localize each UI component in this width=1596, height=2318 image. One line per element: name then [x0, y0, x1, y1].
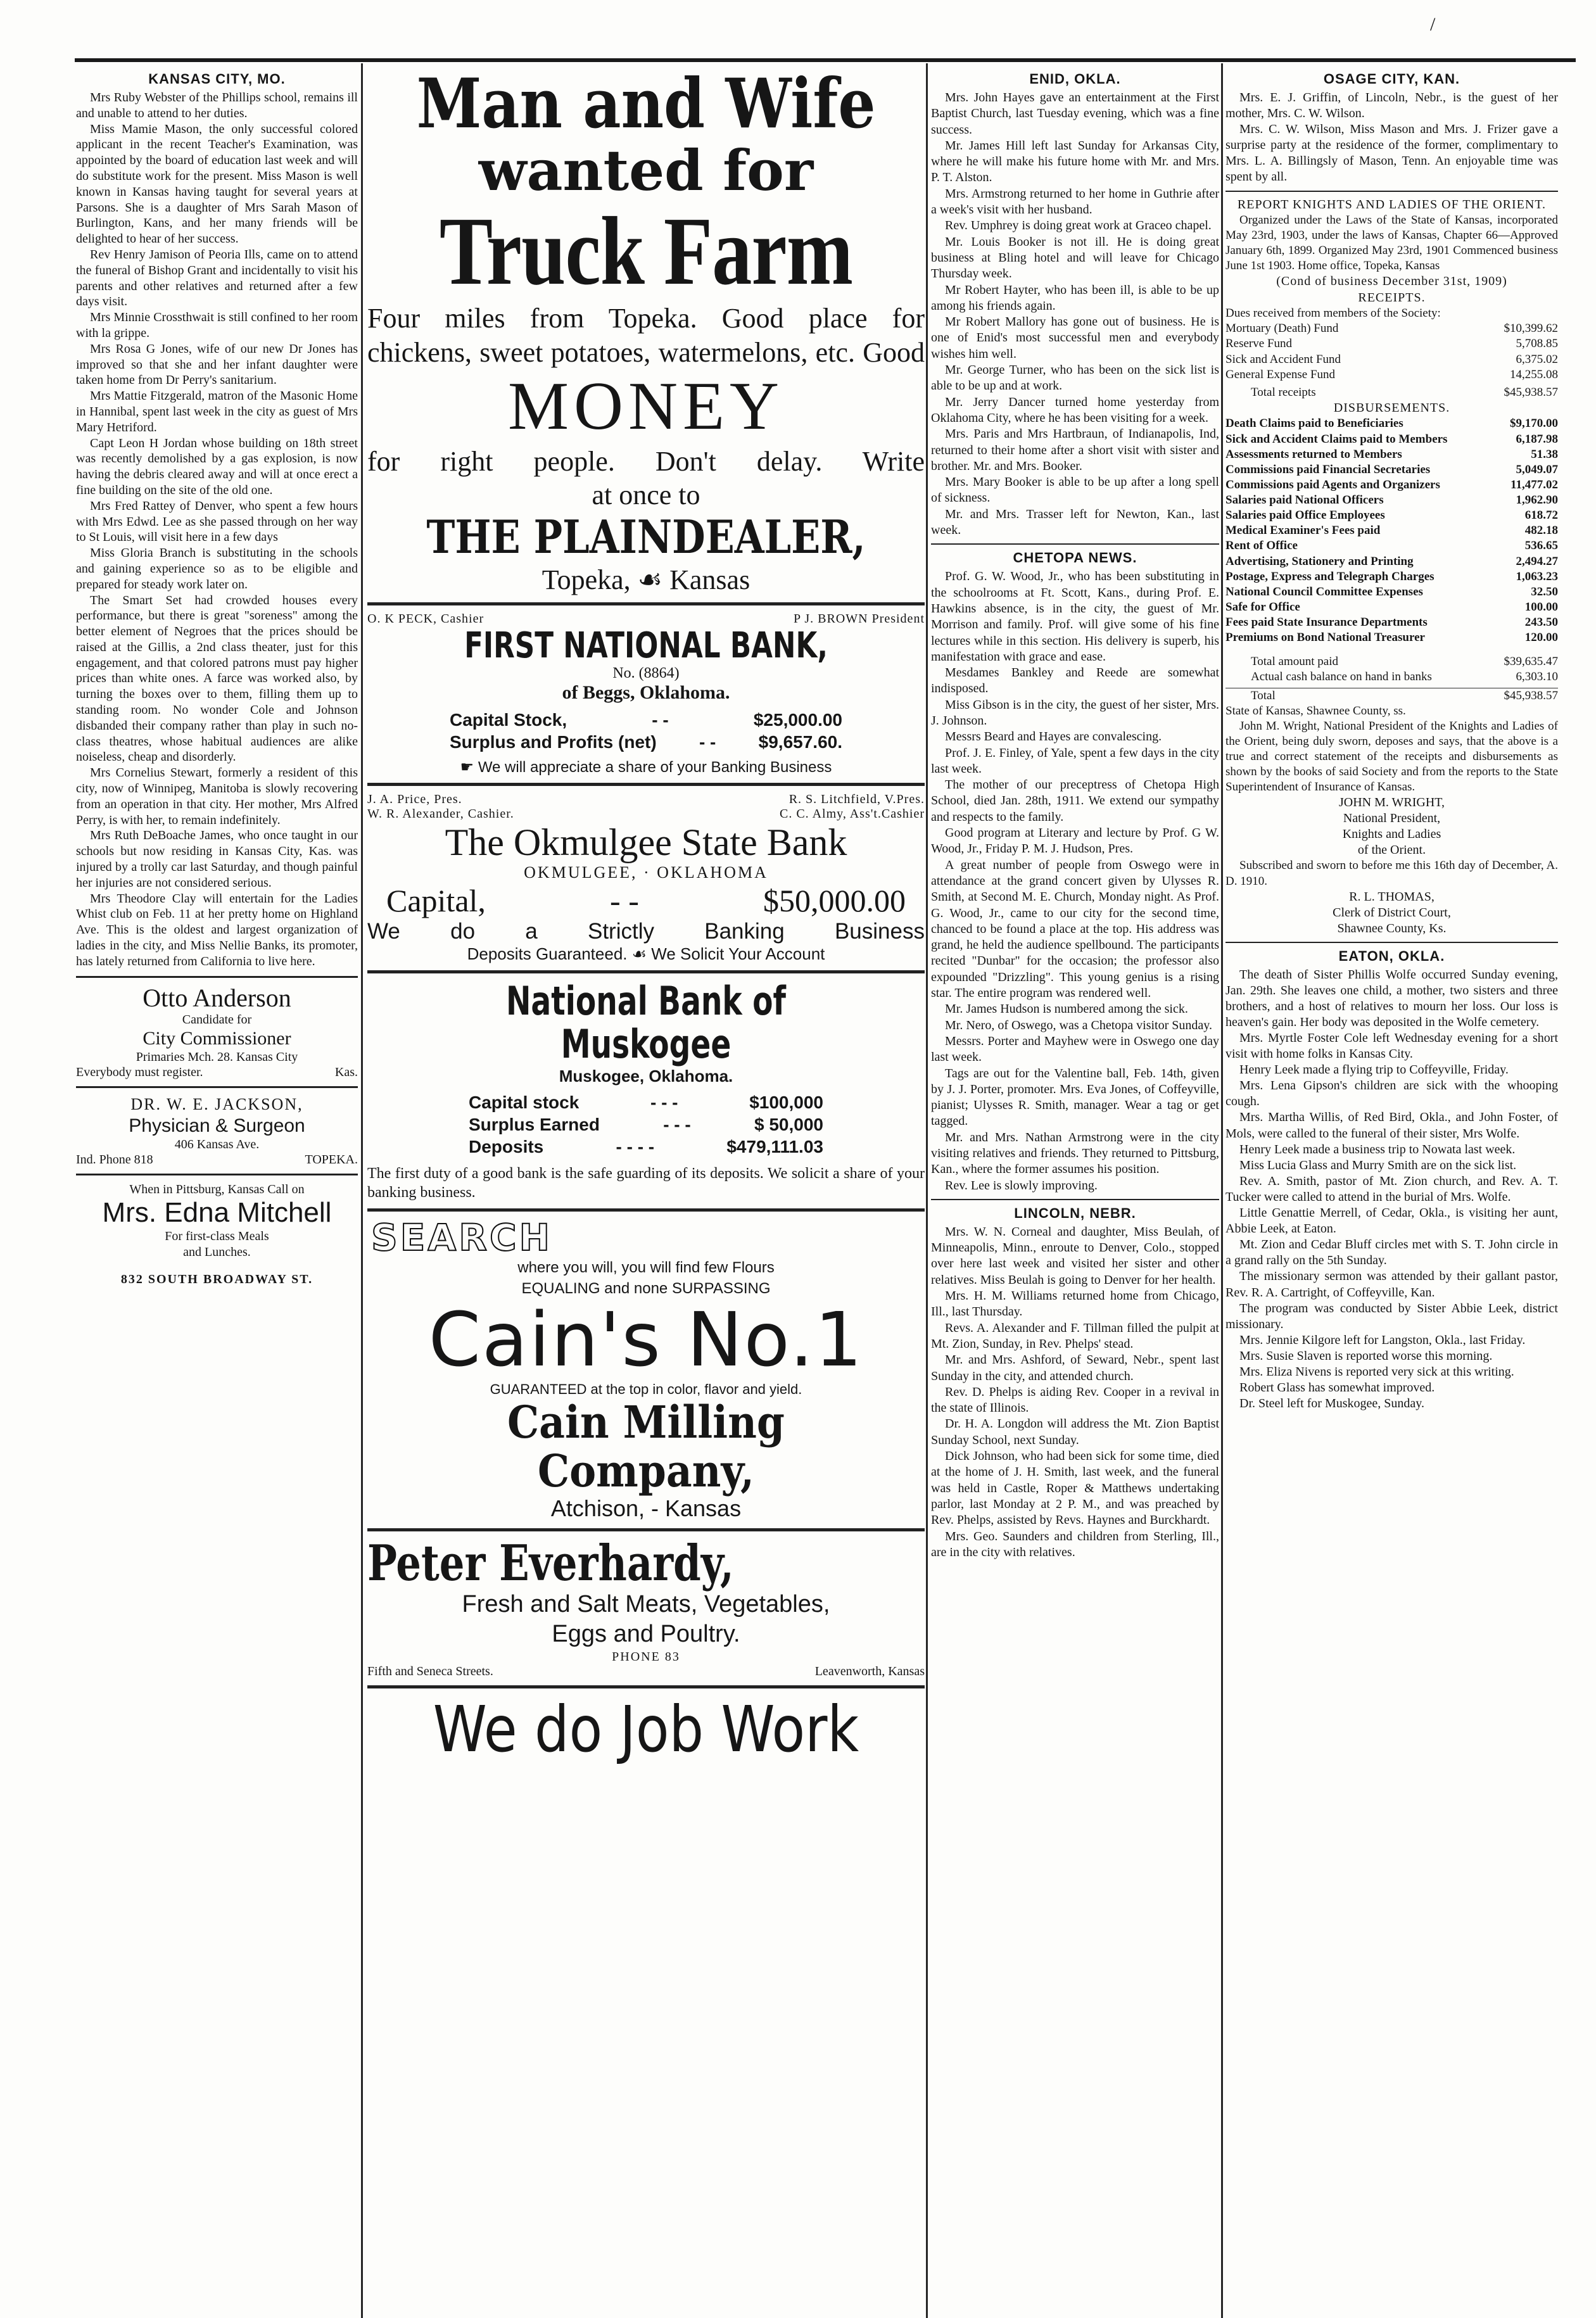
disbursement-row-value: 120.00 — [1524, 631, 1558, 645]
bank-vice-president: R. S. Litchfield, V.Pres. — [788, 792, 925, 807]
ad-peter-city: Leavenworth, Kansas — [814, 1664, 925, 1678]
news-item: Mrs. Susie Slaven is reported worse this morning. — [1239, 1348, 1493, 1363]
slogan-word: Banking — [704, 919, 785, 944]
column-rule-3 — [1221, 63, 1223, 2318]
divider — [367, 783, 925, 786]
ad-truck-title: Truck Farm — [439, 197, 853, 305]
divider — [1226, 191, 1558, 192]
column-rule-2 — [926, 63, 928, 2318]
column-rule-1 — [361, 63, 363, 2318]
news-item: Rev. A. Smith, pastor of Mt. Zion church, and Rev. A. T. Tucker were called to attend in the burial of Mrs. Wolfe. — [1226, 1174, 1558, 1204]
disbursement-row-value: 618.72 — [1524, 509, 1558, 522]
ad-otto-anderson — [76, 984, 358, 1080]
ad-peter-phone: PHONE 83 — [612, 1649, 680, 1664]
ad-dr-jackson — [76, 1094, 358, 1167]
news-item: Mr. Jerry Dancer turned home yesterday from Oklahoma City, where he has been visiting for a week. — [931, 395, 1219, 425]
dateline-enid: ENID, OKLA. — [1029, 71, 1121, 87]
ad-jackson-name: DR. W. E. JACKSON, — [130, 1095, 303, 1114]
divider — [76, 1086, 358, 1088]
dateline-eaton: EATON, OKLA. — [1338, 947, 1445, 964]
news-item: Miss Gloria Branch is substituting in the schools and gaining experience so as to be eligible and prepared for steady work later on. — [76, 546, 358, 592]
bank-cashier: W. R. Alexander, Cashier. — [367, 807, 514, 821]
news-item: Prof. G. W. Wood, Jr., who has been substituting in the schoolrooms at Ft. Scott, Kans., during Prof. E. Hawkins absence, is in the city, the guest of Mr. Morrison and family. Prof. will give some of his fine lectures while in this section. His delivery is superb, his manifestation with grace and ease. — [931, 569, 1219, 664]
ad-cains-flour — [367, 1215, 925, 1522]
balance-label: Actual cash balance on hand in banks — [1251, 670, 1432, 684]
disbursement-row-label: Commissions paid Agents and Organizers — [1226, 478, 1440, 491]
ad-mitchell-line: 832 SOUTH BROADWAY ST. — [120, 1272, 314, 1286]
news-item: The Smart Set had crowded houses every performance, but there is great "soreness" among the better element of Negroes that the prices should be raised at the Gillis, a 2nd class theater, just for this engagement, and that colored patrons must pay higher prices than white ones. A farce was worked also, by turning the boxes over to them, filling them up to standing room. No wonder Cole and Johnson disbanded their company rather than play in such no-class theatres, whose habitual audiences are alike noiseless, cheap and disorderly. — [76, 593, 358, 764]
news-item: The mother of our preceptress of Chetopa High School, died Jan. 28th, 1911. We extend our sympathy and respects to the family. — [931, 778, 1219, 824]
ad-jackson-title: Physician & Surgeon — [129, 1115, 305, 1136]
news-item: Revs. A. Alexander and F. Tillman filled the pulpit at Mt. Zion, Sunday, in Rev. Phelps' stead. — [931, 1320, 1219, 1351]
receipts-table — [1226, 321, 1558, 383]
divider — [931, 1199, 1219, 1200]
divider — [931, 543, 1219, 545]
receipt-row — [1226, 321, 1558, 336]
news-item: Mr. James Hudson is numbered among the sick. — [945, 1002, 1188, 1016]
news-item: The program was conducted by Sister Abbie Leek, district missionary. — [1226, 1301, 1558, 1331]
leader-dots: - - - - — [616, 1136, 655, 1156]
disbursement-row — [1226, 600, 1558, 615]
receipt-row-label: Mortuary (Death) Fund — [1226, 322, 1339, 336]
slogan-word: Business — [834, 919, 925, 944]
ad-job-work: We do Job Work — [433, 1692, 859, 1766]
disbursement-row — [1226, 615, 1558, 630]
ad-cain-company: Cain Milling Company, — [507, 1395, 785, 1497]
clerk-line: Clerk of District Court, — [1333, 905, 1451, 920]
divider — [76, 976, 358, 978]
ad-peter-line: Eggs and Poultry. — [552, 1621, 740, 1648]
ad-truck-body3: at once to — [592, 479, 700, 510]
top-rule — [75, 58, 1576, 62]
disbursement-row-value: 536.65 — [1524, 539, 1558, 553]
news-item: The missionary sermon was attended by their gallant pastor, Rev. R. A. Cartright, of Coffeyville, Kan. — [1226, 1269, 1558, 1300]
ad-cain-line: EQUALING and none SURPASSING — [521, 1279, 771, 1297]
capital-value: $25,000.00 — [753, 710, 842, 730]
ad-truck-body2: for right people. Don't delay. Write — [367, 446, 925, 478]
news-item: Mr Robert Mallory has gone out of business. He is one of Enid's most successful men and everybody wishes him well. — [931, 315, 1219, 361]
enid-news — [931, 90, 1219, 538]
disbursement-row-value: 6,187.98 — [1516, 432, 1558, 446]
news-item: Mr. and Mrs. Ashford, of Seward, Nebr., spent last Sunday in the city, and attended church. — [931, 1353, 1219, 1383]
column-enid-chetopa-lincoln — [931, 68, 1219, 2314]
figure-label: Capital stock — [469, 1092, 580, 1112]
receipt-row — [1226, 367, 1558, 383]
news-item: Mrs Ruth DeBoache James, who once taught in our schools but now residing in Kansas City, Kas. was injured by a trolly car last Saturday, and though painful her injuries are not considered serious. — [76, 828, 358, 890]
ad-national-bank-muskogee — [367, 980, 925, 1201]
news-item: Mrs. C. W. Wilson, Miss Mason and Mrs. J. Frizer gave a surprise party at the residence of the former, complimentary to Mrs. L. A. Billingsly of Mason, Tenn. An enjoyable time was spent by all. — [1226, 122, 1558, 184]
news-item: Little Genattie Merrell, of Cedar, Okla., is visiting her aunt, Abbie Leek, at Eaton. — [1226, 1206, 1558, 1236]
news-item: Mrs Minnie Crossthwait is still confined to her room with la grippe. — [76, 310, 358, 340]
news-item: Mrs. Myrtle Foster Cole left Wednesday evening for a short visit with home folks in Kansas City. — [1226, 1031, 1558, 1061]
disbursement-row-label: Medical Examiner's Fees paid — [1226, 524, 1381, 538]
figure-label: Surplus Earned — [469, 1114, 600, 1134]
ad-edna-mitchell — [76, 1182, 358, 1287]
bank-name: FIRST NATIONAL BANK, — [464, 624, 828, 666]
leader-dots: - - — [610, 883, 639, 919]
divider — [1226, 942, 1558, 943]
balance-value: 6,303.10 — [1516, 670, 1558, 684]
receipt-row-value: 5,708.85 — [1516, 337, 1558, 351]
news-item: Mrs Rosa G Jones, wife of our new Dr Jones has improved so that she and her infant daughter were taken home from Dr Perry's sanitarium. — [76, 341, 358, 388]
ad-mitchell-line: For first-class Meals — [165, 1229, 269, 1243]
disbursement-row-value: 100.00 — [1524, 600, 1558, 614]
ad-jackson-addr: 406 Kansas Ave. — [174, 1137, 260, 1152]
ad-cain-guarantee: GUARANTEED at the top in color, flavor and yield. — [490, 1381, 802, 1397]
disbursement-row-value: 1,962.90 — [1516, 493, 1558, 507]
osage-news — [1226, 90, 1558, 186]
bank-president: J. A. Price, Pres. — [367, 792, 462, 807]
clerk-line: R. L. THOMAS, — [1349, 889, 1434, 904]
receipt-row — [1226, 336, 1558, 352]
news-item: Capt Leon H Jordan whose building on 18th street was recently demolished by a gas explosion, is now having the debris cleared away and will at once erect a fine building on the site of the old one. — [76, 436, 358, 497]
disbursement-row-value: 11,477.02 — [1510, 478, 1558, 491]
news-item: Miss Lucia Glass and Murry Smith are on the sick list. — [1239, 1158, 1517, 1172]
disbursement-row — [1226, 447, 1558, 462]
news-item: Henry Leek made a flying trip to Coffeyville, Friday. — [1239, 1063, 1509, 1077]
leader-dots: - - — [652, 710, 669, 730]
news-item: Mrs Theodore Clay will entertain for the Ladies Whist club on Feb. 11 at her pretty home on Highland Ave. This is the oldest and largest organization of ladies in the city, and Miss Nellie Banks, its promoter, has lately returned from California to live here. — [76, 891, 358, 968]
signature-block — [1226, 795, 1558, 858]
news-item: Mrs. W. N. Corneal and daughter, Miss Beulah, of Minneapolis, Minn., enroute to Denver, Colo., stopped over here last week and visited her sister and other relatives. Miss Beulah is going to Denver for her health. — [931, 1224, 1219, 1287]
news-item: Rev. D. Phelps is aiding Rev. Cooper in a revival in the state of Illinois. — [931, 1384, 1219, 1416]
ad-cain-product: Cain's No.1 — [428, 1296, 864, 1384]
ad-jackson-city: TOPEKA. — [305, 1153, 358, 1167]
disbursement-row-label: Rent of Office — [1226, 539, 1298, 553]
news-item: Mrs. John Hayes gave an entertainment at the First Baptist Church, last Tuesday evening, which was a fine success. — [931, 91, 1219, 137]
receipt-row-label: Sick and Accident Fund — [1226, 352, 1341, 366]
report-condition: (Cond of business December 31st, 1909) — [1276, 274, 1507, 289]
news-item: Rev Henry Jamison of Peoria Ills, came on to attend the funeral of Bishop Grant and incidentally to visit his parents and other relatives and returned after a few days visit. — [76, 247, 358, 309]
surplus-label: Surplus and Profits (net) — [450, 732, 657, 752]
slogan-word: a — [525, 919, 538, 944]
disbursement-row — [1226, 523, 1558, 538]
capital-label: Capital Stock, — [450, 710, 567, 730]
bank-note: ☛ We will appreciate a share of your Banking Business — [460, 759, 832, 776]
ad-okmulgee-state-bank — [367, 792, 925, 964]
receipt-row-value: $10,399.62 — [1504, 322, 1558, 336]
bank-asst-cashier: C. C. Almy, Ass't.Cashier — [780, 807, 925, 821]
capital-value: $50,000.00 — [763, 883, 906, 919]
ad-truck-headline: Man and Wife — [416, 68, 876, 144]
news-item: Mrs Fred Rattey of Denver, who spent a few hours with Mrs Edwd. Lee as she passed through on her way to St Louis, will visit here in a few days — [76, 498, 358, 545]
signature-line: of the Orient. — [1357, 843, 1426, 858]
news-item: Mrs. Mary Booker is able to be up after a long spell of sickness. — [931, 475, 1219, 505]
column-advertisements — [367, 68, 925, 2314]
bank-location: Muskogee, Oklahoma. — [559, 1066, 733, 1086]
news-item: Mesdames Bankley and Reede are somewhat indisposed. — [931, 666, 1219, 696]
disbursement-row — [1226, 508, 1558, 523]
bank-location: OKMULGEE, · OKLAHOMA — [524, 863, 768, 882]
divider — [76, 1174, 358, 1175]
ad-truck-paper: THE PLAINDEALER, — [426, 509, 866, 564]
news-item: Mr. and Mrs. Nathan Armstrong were in the city visiting relatives and friends. They returned to Pittsburg, Kan., where the former assumes his position. — [931, 1130, 1219, 1177]
figure-label: Deposits — [469, 1136, 544, 1156]
ad-truck-farm — [367, 68, 925, 596]
ad-peter-line: Fresh and Salt Meats, Vegetables, — [462, 1590, 830, 1618]
ad-otto-name: Otto Anderson — [142, 983, 291, 1012]
news-item: The death of Sister Phillis Wolfe occurred Sunday evening, Jan. 29th. She leaves one child, a mother, two sisters and three brothers, and a host of relatives to mourn her loss. Our loss is heaven's gain. Her body was deposited in the Wolfe cemetery. — [1226, 967, 1558, 1029]
disbursement-row — [1226, 462, 1558, 478]
news-item: Mr. George Turner, who has been on the sick list is able to be up and at work. — [931, 363, 1219, 393]
eaton-news — [1226, 967, 1558, 1412]
chetopa-news — [931, 569, 1219, 1194]
bank-deposits-note: Deposits Guaranteed. ☙ We Solicit Your Account — [467, 944, 825, 964]
news-item: Dr. H. A. Longdon will address the Mt. Zion Baptist Sunday School, next Sunday. — [931, 1417, 1219, 1447]
ad-cain-city: Atchison, - Kansas — [550, 1495, 742, 1521]
disbursement-row-value: 2,494.27 — [1516, 554, 1558, 568]
total-receipts-label: Total receipts — [1251, 385, 1316, 399]
news-item: Mrs. Eliza Nivens is reported very sick at this writing. — [1239, 1364, 1514, 1379]
page-mark: / — [1430, 14, 1436, 35]
disbursement-row — [1226, 569, 1558, 585]
dateline-kansas-city: KANSAS CITY, MO. — [148, 71, 286, 87]
disbursement-row — [1226, 478, 1558, 493]
disbursement-row-label: Salaries paid National Officers — [1226, 493, 1384, 507]
report-disbursements-heading: DISBURSEMENTS. — [1333, 400, 1450, 415]
report-subscribed: Subscribed and sworn to before me this 16th day of December, A. D. 1910. — [1226, 859, 1558, 888]
dateline-chetopa: CHETOPA NEWS. — [1013, 550, 1137, 566]
signature-line: Knights and Ladies — [1342, 827, 1441, 842]
ad-peter-name: Peter Everhardy, — [367, 1534, 734, 1592]
news-item: Mrs. Jennie Kilgore left for Langston, Okla., last Friday. — [1239, 1333, 1526, 1347]
bank-location: of Beggs, Oklahoma. — [562, 682, 730, 704]
report-receipts-heading: RECEIPTS. — [1358, 290, 1426, 305]
news-item: Mrs. Martha Willis, of Red Bird, Okla., and John Foster, of Mols, were called to the funeral of their sister, Mrs Wolfe. — [1226, 1110, 1558, 1141]
leader-dots: - - - — [663, 1114, 691, 1134]
news-item: Mr. Nero, of Oswego, was a Chetopa visitor Sunday. — [945, 1018, 1212, 1032]
news-item: Miss Mamie Mason, the only successful colored applicant in the recent Teacher's Examination, was appointed by the board of education last week and will do substitute work for the present. Miss Mason is well known in Kansas having taught for several years at Parsons. She is a daughter of Mrs Sarah Mason of Burlington, Kans, and her many friends will be delighted to hear of her success. — [76, 122, 358, 246]
report-state: State of Kansas, Shawnee County, ss. — [1226, 704, 1406, 718]
disbursement-row-label: Premiums on Bond National Treasurer — [1226, 631, 1425, 645]
slogan-word: Strictly — [587, 919, 654, 944]
bank-slogan — [367, 919, 925, 944]
receipt-row — [1226, 352, 1558, 367]
disbursement-row — [1226, 416, 1558, 431]
ad-otto-line: Candidate for — [182, 1012, 252, 1027]
ad-search-heading: SEARCH — [371, 1215, 553, 1259]
total-value: $45,938.57 — [1504, 688, 1558, 702]
disbursement-row-label: Sick and Accident Claims paid to Members — [1226, 432, 1448, 446]
ad-mitchell-name: Mrs. Edna Mitchell — [102, 1197, 332, 1229]
column-osage-eaton — [1226, 68, 1558, 2314]
bank-name: The Okmulgee State Bank — [445, 821, 847, 864]
ad-cain-line: where you will, you will find few Flours — [517, 1259, 775, 1277]
ad-truck-city: Topeka, ☙ Kansas — [542, 564, 750, 595]
disbursement-row — [1226, 585, 1558, 600]
disbursement-row-label: National Council Committee Expenses — [1226, 585, 1423, 598]
disbursement-row-value: 243.50 — [1524, 616, 1558, 629]
disbursement-row-value: 482.18 — [1524, 524, 1558, 538]
news-item: Prof. J. E. Finley, of Yale, spent a few days in the city last week. — [931, 745, 1219, 776]
news-item: Messrs. Porter and Mayhew were in Oswego one day last week. — [931, 1034, 1219, 1065]
total-label: Total — [1251, 688, 1276, 702]
report-knights-ladies — [1226, 197, 1558, 937]
divider — [367, 1208, 925, 1212]
ad-truck-money: MONEY — [508, 369, 784, 445]
bank-cashier: O. K PECK, Cashier — [367, 611, 484, 626]
disbursement-row-value: 5,049.07 — [1516, 462, 1558, 476]
news-item: Tags are out for the Valentine ball, Feb. 14th, given by J. J. Porter, promoter. Mrs. Eva Jones, of Coffeyville, pianist; Ulysses R. Smith, manager. Wear a tag or get tagged. — [931, 1066, 1219, 1129]
ad-truck-body: Four miles from Topeka. Good place for chickens, sweet potatoes, watermelons, etc. Good — [367, 302, 925, 368]
disbursement-row-label: Postage, Express and Telegraph Charges — [1226, 569, 1434, 583]
figure-value: $479,111.03 — [726, 1136, 823, 1156]
receipt-row-value: 6,375.02 — [1516, 352, 1558, 366]
news-item: Mr. James Hill left last Sunday for Arkansas City, where he will make his future home with Mr. and Mrs. P. T. Alston. — [931, 138, 1219, 185]
ad-otto-line: Primaries Mch. 28. Kansas City — [136, 1050, 298, 1065]
total-receipts-value: $45,938.57 — [1504, 385, 1558, 399]
news-item: Mrs Cornelius Stewart, formerly a resident of this city, now of Winnipeg, Manitoba is slowly recovering from an operation in that city. Her mother, Mrs Alfred Perry, is with her, to remain indefinitely. — [76, 766, 358, 827]
slogan-word: do — [450, 919, 476, 944]
disbursement-row-label: Fees paid State Insurance Departments — [1226, 616, 1428, 629]
disbursement-row-label: Commissions paid Financial Secretaries — [1226, 462, 1431, 476]
slogan-word: We — [367, 919, 400, 944]
disbursement-row-value: $9,170.00 — [1510, 417, 1558, 431]
news-item: Mrs. E. J. Griffin, of Lincoln, Nebr., is the guest of her mother, Mrs. C. W. Wilson. — [1226, 91, 1558, 121]
news-item: Mr. and Mrs. Trasser left for Newton, Kan., last week. — [931, 507, 1219, 538]
news-item: Dick Johnson, who had been sick for some time, died at the home of J. H. Smith, last week, and the funeral was held in Castle, Roper & Matthews undertaking parlor, last Monday at 2 P. M., and was preached by Rev. Phelps, assisted by Revs. Haynes and Burckhardt. — [931, 1449, 1219, 1528]
bank-name: National Bank of Muskogee — [505, 978, 787, 1068]
news-item: Miss Gibson is in the city, the guest of her sister, Mrs. J. Johnson. — [931, 697, 1219, 728]
disbursement-row — [1226, 538, 1558, 554]
clerk-line: Shawnee County, Ks. — [1337, 921, 1447, 935]
leader-dots: - - - — [650, 1092, 678, 1112]
disbursement-row — [1226, 432, 1558, 447]
capital-label: Capital, — [386, 883, 486, 919]
surplus-value: $9,657.60. — [758, 732, 842, 752]
disbursement-row — [1226, 493, 1558, 508]
news-item: Mrs. Lena Gipson's children are sick with the whooping cough. — [1226, 1079, 1558, 1109]
ad-truck-subhead: wanted for — [478, 137, 814, 204]
column-kansas-city — [76, 68, 358, 2314]
lincoln-news — [931, 1224, 1219, 1561]
disbursement-row-value: 32.50 — [1531, 585, 1558, 598]
news-item: Mrs. Geo. Saunders and children from Sterling, Ill., are in the city with relatives. — [931, 1529, 1219, 1559]
news-item: Messrs Beard and Hayes are convalescing. — [945, 730, 1162, 744]
ad-peter-address: Fifth and Seneca Streets. — [367, 1664, 493, 1678]
news-item: Robert Glass has somewhat improved. — [1239, 1381, 1435, 1395]
dateline-lincoln: LINCOLN, NEBR. — [1014, 1205, 1136, 1221]
bank-president: P J. BROWN President — [793, 611, 925, 626]
ad-mitchell-line: and Lunches. — [183, 1244, 251, 1259]
total-paid-label: Total amount paid — [1251, 655, 1338, 669]
signature-line: National President, — [1343, 811, 1441, 826]
report-affidavit: John M. Wright, National President of the Knights and Ladies of the Orient, being duly sworn, deposes and says, that the above is a true and correct statement of the receipts and disbursements as shown by the books of said Society and from the reports to the State Superintendent of Insurance of Kansas. — [1226, 719, 1558, 794]
news-item: Mrs. H. M. Williams returned home from Chicago, Ill., last Thursday. — [931, 1289, 1219, 1319]
news-item: Mrs. Armstrong returned to her home in Guthrie after a week's visit with her husband. — [931, 186, 1219, 217]
disbursement-row-label: Assessments returned to Members — [1226, 447, 1402, 461]
news-item: Henry Leek made a business trip to Nowata last week. — [1239, 1142, 1516, 1156]
report-title: REPORT KNIGHTS AND LADIES OF THE ORIENT. — [1237, 197, 1547, 212]
news-item: Good program at Literary and lecture by Prof. G W. Wood, Jr., Friday P. M. J. Hudson, Pres. — [931, 826, 1219, 856]
ad-peter-everhardy — [367, 1534, 925, 1679]
disbursement-row — [1226, 554, 1558, 569]
bank-duty-text: The first duty of a good bank is the safe guarding of its deposits. We solicit a share of your banking business. — [367, 1165, 925, 1201]
news-item: Mr Robert Hayter, who has been ill, is able to be up among his friends again. — [931, 282, 1219, 313]
divider — [367, 602, 925, 605]
dateline-osage-city: OSAGE CITY, KAN. — [1323, 71, 1460, 87]
total-paid-value: $39,635.47 — [1504, 655, 1558, 669]
news-item: Rev. Umphrey is doing great work at Graceo chapel. — [945, 218, 1212, 233]
news-item: Mr. Louis Booker is not ill. He is doing great business at Bling hotel and will leave for Chicago Thursday week. — [931, 234, 1219, 281]
receipt-row-value: 14,255.08 — [1510, 367, 1558, 381]
ad-otto-line: Kas. — [334, 1065, 358, 1080]
divider — [367, 1528, 925, 1531]
receipt-row-label: Reserve Fund — [1226, 337, 1293, 351]
leader-dots: - - — [699, 732, 716, 752]
divider — [367, 970, 925, 973]
bank-number: No. (8864) — [612, 665, 680, 682]
disbursement-row-label: Advertising, Stationery and Printing — [1226, 554, 1414, 568]
receipt-row-label: General Expense Fund — [1226, 367, 1336, 381]
ad-jackson-phone: Ind. Phone 818 — [76, 1153, 153, 1167]
ad-first-national-bank — [367, 612, 925, 777]
disbursement-row-label: Death Claims paid to Beneficiaries — [1226, 417, 1403, 431]
news-item: Mrs Ruby Webster of the Phillips school, remains ill and unable to attend to her duties. — [76, 91, 358, 120]
clerk-block — [1226, 889, 1558, 937]
disbursement-row-value: 1,063.23 — [1516, 569, 1558, 583]
report-dues: Dues received from members of the Society: — [1226, 307, 1441, 320]
report-intro: Organized under the Laws of the State of Kansas, incorporated May 23rd, 1903, under the laws of Kansas, Chapter 66—Approved January 6th, 1899. Organized May 23rd, 1901 Commenced business June 1st 1903. Home office, Topeka, Kansas — [1226, 213, 1558, 273]
figure-value: $100,000 — [749, 1092, 823, 1112]
divider — [367, 1685, 925, 1688]
news-item: Mrs Mattie Fitzgerald, matron of the Masonic Home in Hannibal, spent last week in the city as guest of Mrs Mary Hetriford. — [76, 389, 358, 434]
ad-mitchell-lead: When in Pittsburg, Kansas Call on — [129, 1182, 305, 1197]
disbursement-row-value: 51.38 — [1531, 447, 1558, 461]
disbursement-row-label: Salaries paid Office Employees — [1226, 509, 1385, 522]
ad-otto-line: Everybody must register. — [76, 1065, 203, 1080]
disbursements-table — [1226, 416, 1558, 645]
news-item: Mt. Zion and Cedar Bluff circles met with S. T. John circle in a grand rally on the 5th Sunday. — [1226, 1238, 1558, 1268]
signature-line: JOHN M. WRIGHT, — [1338, 795, 1445, 810]
kansas-city-news — [76, 90, 358, 970]
news-item: Rev. Lee is slowly improving. — [945, 1178, 1098, 1193]
disbursement-row-label: Safe for Office — [1226, 600, 1300, 614]
news-item: Mrs. Paris and Mrs Hartbraun, of Indianapolis, Ind, returned to their home after a short visit with sister and brother. Mr. and Mrs. Booker. — [931, 427, 1219, 473]
figure-value: $ 50,000 — [754, 1114, 823, 1134]
news-item: Dr. Steel left for Muskogee, Sunday. — [1239, 1396, 1424, 1411]
disbursement-row — [1226, 630, 1558, 645]
news-item: A great number of people from Oswego were in attendance at the grand concert given by Ulysses R. Smith, at Second M. E. Church, Monday night. As Prof. G. Wood, Jr., came to our city for the second time, chanced to be found a place at the top. His address was grand, he held the audience spellbound. The participants recited "Dunbar" for the occasion; the professor also expounded "Drizzling". This young genius is a rising star. The entire program was rendered well. — [931, 858, 1219, 1001]
ad-otto-line: City Commissioner — [142, 1027, 291, 1049]
